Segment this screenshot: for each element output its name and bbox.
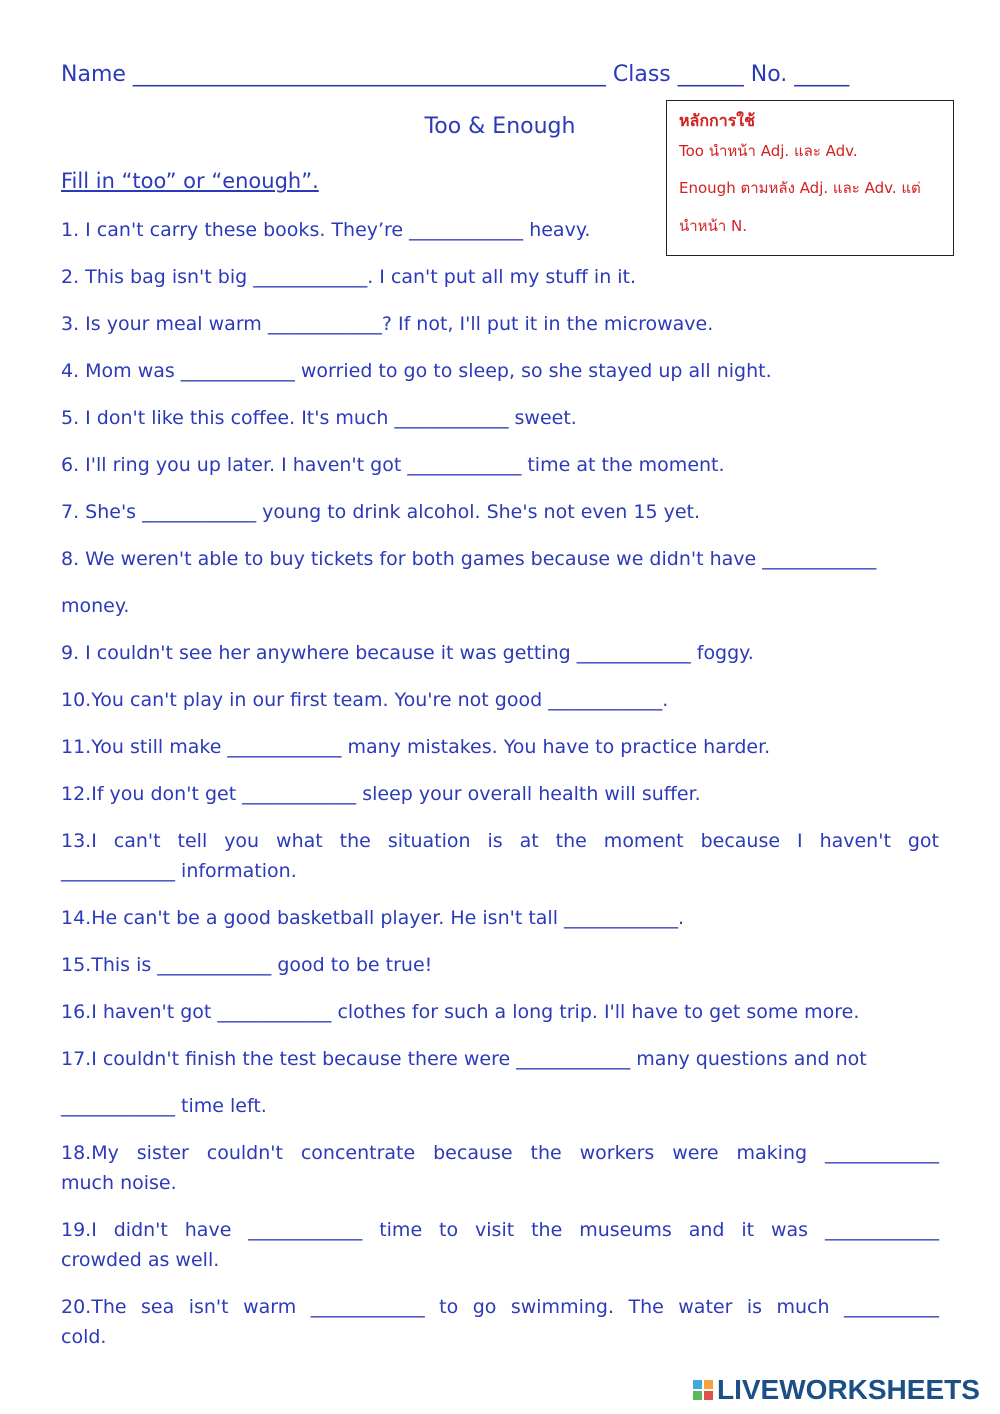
- question-13-cont: ____________ information.: [61, 860, 297, 882]
- liveworksheets-mark-icon: [693, 1378, 715, 1402]
- question-7: 7. She's ____________ young to drink alcohol. She's not even 15 yet.: [61, 501, 701, 523]
- question-20: 20.The sea isn't warm ____________ to go swimming. The water is much __________: [61, 1296, 939, 1318]
- brand-name: LIVEWORKSHEETS: [717, 1374, 980, 1405]
- question-3: 3. Is your meal warm ____________? If not, I'll put it in the microwave.: [61, 313, 714, 335]
- question-12: 12.If you don't get ____________ sleep your overall health will suffer.: [61, 783, 701, 805]
- question-19-cont: crowded as well.: [61, 1249, 220, 1271]
- question-9: 9. I couldn't see her anywhere because it was getting ____________ foggy.: [61, 642, 754, 664]
- question-13: 13.I can't tell you what the situation is at the moment because I haven't got: [61, 830, 939, 852]
- question-11: 11.You still make ____________ many mistakes. You have to practice harder.: [61, 736, 771, 758]
- name-class-number-line: Name ___________________________________________ Class ______ No. _____: [61, 62, 850, 87]
- question-18-cont: much noise.: [61, 1172, 177, 1194]
- rules-heading: หลักการใช้: [679, 111, 755, 130]
- question-17-cont: ____________ time left.: [61, 1095, 267, 1117]
- worksheet-title: Too & Enough: [424, 114, 576, 139]
- question-8: 8. We weren't able to buy tickets for both games because we didn't have ____________: [61, 548, 877, 570]
- question-16: 16.I haven't got ____________ clothes for such a long trip. I'll have to get some more.: [61, 1001, 860, 1023]
- question-15: 15.This is ____________ good to be true!: [61, 954, 433, 976]
- liveworksheets-logo: [693, 1375, 980, 1405]
- question-6: 6. I'll ring you up later. I haven't got ____________ time at the moment.: [61, 454, 725, 476]
- question-8-cont: money.: [61, 595, 130, 617]
- question-2: 2. This bag isn't big ____________. I can't put all my stuff in it.: [61, 266, 637, 288]
- question-19: 19.I didn't have ____________ time to visit the museums and it was ____________: [61, 1219, 939, 1241]
- question-18: 18.My sister couldn't concentrate because the workers were making ____________: [61, 1142, 939, 1164]
- question-5: 5. I don't like this coffee. It's much ____________ sweet.: [61, 407, 577, 429]
- question-10: 10.You can't play in our first team. You're not good ____________.: [61, 689, 669, 711]
- usage-rules-box: [666, 100, 954, 256]
- instruction: Fill in “too” or “enough”.: [61, 169, 319, 193]
- question-1: 1. I can't carry these books. They’re ____________ heavy.: [61, 219, 591, 241]
- question-17: 17.I couldn't finish the test because there were ____________ many questions and not: [61, 1048, 867, 1070]
- question-4: 4. Mom was ____________ worried to go to sleep, so she stayed up all night.: [61, 360, 772, 382]
- question-14: 14.He can't be a good basketball player. He isn't tall ____________.: [61, 907, 685, 929]
- rule-enough: Enough ตามหลัง Adj. และ Adv. แต่: [679, 179, 921, 197]
- rule-enough-noun: นำหน้า N.: [679, 217, 747, 235]
- question-20-cont: cold.: [61, 1326, 107, 1348]
- rule-too: Too นำหน้า Adj. และ Adv.: [679, 142, 858, 160]
